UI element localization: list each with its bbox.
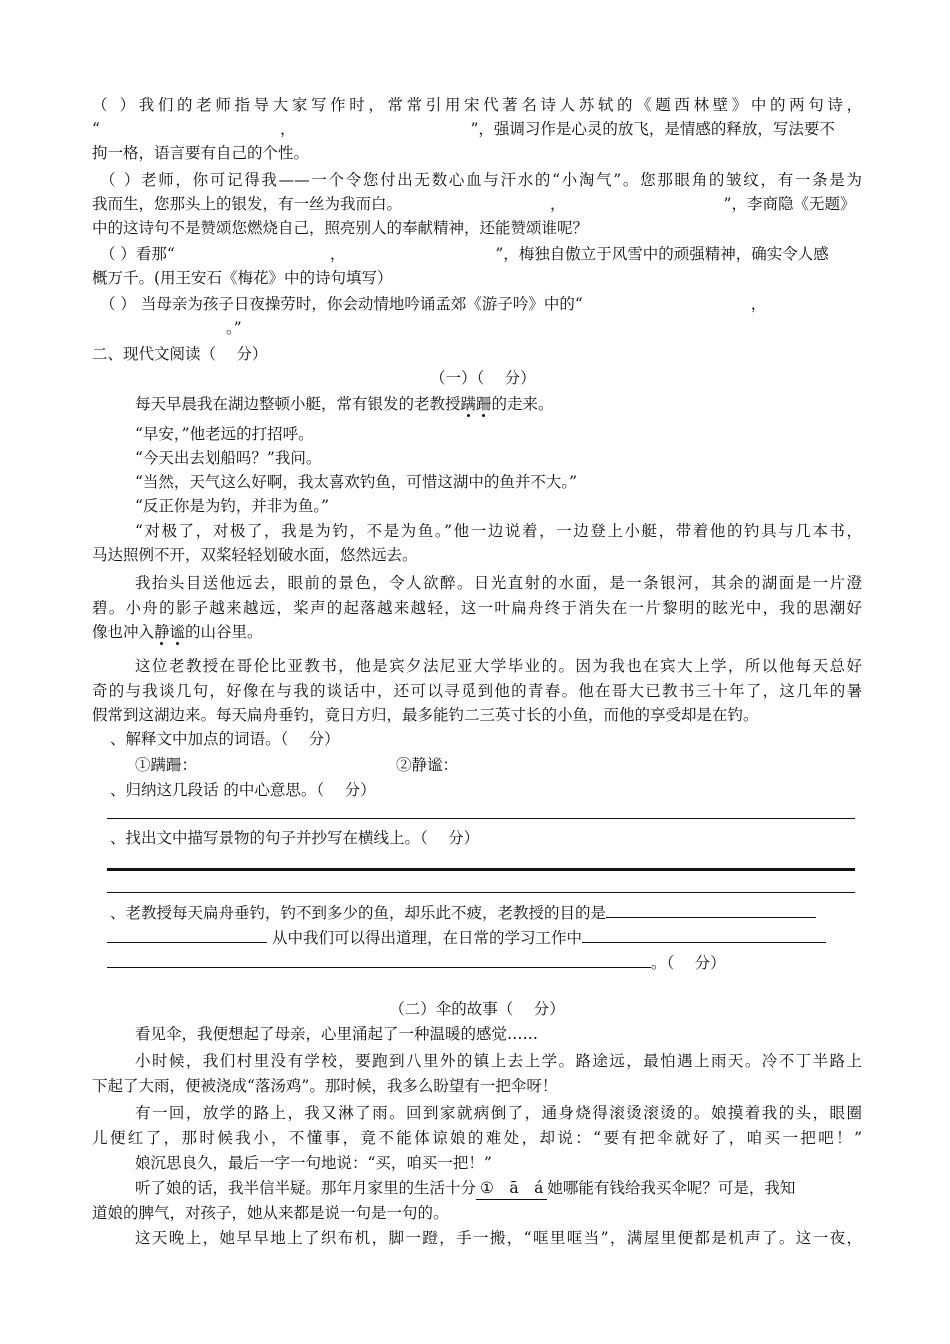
- poem-q4-line1: （ ） 当母亲为孩子日夜操劳时，你会动情地吟诵孟郊《游子吟》中的“ ，: [100, 295, 767, 313]
- passage2-heading: （二）伞的故事（ 分）: [389, 1000, 565, 1018]
- passage2-line-4: 有一回，放学的路上，我又淋了雨。回到家就病倒了，通身烧得滚烫滚烫的。娘摸着我的头，眼圈: [135, 1104, 862, 1122]
- question-4-line2: 从中我们可以得出道理，在日常的学习工作中: [107, 926, 867, 949]
- passage2-line-7: 听了娘的话，我半信半疑。那年月家里的生活十分 ① ā á 她哪能有钱给我买伞呢？可是，我知: [135, 1177, 862, 1200]
- question-1-answer-b[interactable]: ②静谧：: [396, 756, 459, 774]
- question-3: 、找出文中描写景物的句子并抄写在横线上。（ 分）: [110, 829, 480, 847]
- passage1-dialogue-5-line1: “对极了，对极了，我是为钓，不是为鱼。”他一边说着，一边登上小艇，带着他的钓具与几本书，: [135, 522, 862, 540]
- poem-q2-line3: 中的这诗句不是赞颂您燃烧自己，照亮别人的奉献精神，还能赞颂谁呢？: [92, 219, 589, 237]
- question-4-blank-1[interactable]: [606, 901, 816, 918]
- question-4-line1: 、老教授每天扁舟垂钓，钓不到多少的鱼，却乐此不疲，老教授的目的是: [110, 901, 862, 924]
- passage1-dialogue-4: “反正你是为钓，并非为鱼。”: [135, 497, 330, 515]
- passage1-dialogue-5-line2: 马达照例不开，双桨轻轻划破水面，悠然远去。: [92, 546, 418, 564]
- pinyin-blank[interactable]: ① ā á: [476, 1177, 547, 1200]
- passage2-line-6: 娘沉思良久，最后一字一句地说：“买，咱买一把！”: [135, 1154, 492, 1172]
- passage1-para1: 每天早晨我在湖边整顿小艇，常有银发的老教授蹒跚的走来。: [135, 395, 554, 413]
- passage2-line-3: 下起了大雨，便被浇成“落汤鸡”。那时候，我多么盼望有一把伞呀！: [92, 1077, 558, 1095]
- passage2-line-1: 看见伞，我便想起了母亲，心里涌起了一种温暖的感觉……: [135, 1025, 539, 1043]
- question-4-blank-4[interactable]: [107, 951, 651, 968]
- section2-heading: 二、现代文阅读（ 分）: [92, 345, 268, 363]
- passage1-para4-line1: 这位老教授在哥伦比亚教书，他是宾夕法尼亚大学毕业的。因为我也在宾大上学，所以他每天总好: [135, 657, 862, 675]
- passage2-line-8: 道娘的脾气，对孩子，她从来都是说一句是一句的。: [92, 1204, 449, 1222]
- poem-q4-line2: 。”: [226, 319, 242, 337]
- question-1-answer-a[interactable]: ①蹒跚：: [135, 756, 198, 774]
- question-1: 、解释文中加点的词语。（ 分）: [110, 730, 340, 748]
- poem-q3-line1: （ ）看那“ ， ”，梅独自傲立于风雪中的顽强精神，确实令人感: [100, 245, 829, 263]
- part1-heading: （一）（ 分）: [430, 369, 536, 387]
- answer-line[interactable]: [107, 818, 855, 819]
- question-2: 、归纳这几段话 的中心意思。（ 分）: [110, 781, 376, 799]
- passage1-para4-line2: 奇的与我谈几句，好像在与我的谈话中，还可以寻觅到他的青春。他在哥大已教书三十年了，这几年的暑: [92, 682, 862, 700]
- poem-q1-line2: “ ， ”，强调习作是心灵的放飞，是情感的释放，写法要不: [92, 120, 835, 138]
- passage1-para4-line3: 假常到这湖边来。每天扁舟垂钓，竟日方归，最多能钓二三英寸长的小鱼，而他的享受却是在钓。: [92, 706, 759, 724]
- passage2-line-9: 这天晚上，她早早地上了织布机，脚一蹬，手一搬，“哐里哐当”，满屋里便都是机声了。这一夜，: [135, 1229, 862, 1247]
- passage1-para3-line1: 我抬头目送他远去，眼前的景色，令人欲醉。日光直射的水面，是一条银河，其余的湖面是一片澄: [135, 574, 862, 592]
- passage1-para3-line3: 像也冲入静谧的山谷里。: [92, 623, 263, 641]
- answer-line[interactable]: [107, 892, 855, 893]
- poem-q2-line2: 我而生，您那头上的银发，有一丝为我而白。 ， ”，李商隐《无题》: [92, 195, 856, 213]
- poem-q2-line1: （ ）老师，你可记得我——一个令您付出无数心血与汗水的“小淘气”。您那眼角的皱纹，有一条是为: [100, 171, 862, 189]
- question-4-blank-2[interactable]: [107, 926, 267, 943]
- passage1-dialogue-2: “今天出去划船吗？”我问。: [135, 449, 322, 467]
- question-4-line3: 。（ 分）: [107, 951, 867, 974]
- question-4-blank-3[interactable]: [582, 926, 826, 943]
- poem-q1-line3: 拘一格，语言要有自己的个性。: [92, 144, 310, 162]
- passage2-line-5: 儿便红了，那时候我小，不懂事，竟不能体谅娘的难处，却说：“要有把伞就好了，咱买一把吧！”: [92, 1129, 862, 1147]
- passage1-dialogue-3: “当然，天气这么好啊，我太喜欢钓鱼，可惜这湖中的鱼并不大。”: [135, 473, 578, 491]
- passage2-line-2: 小时候，我们村里没有学校，要跑到八里外的镇上去上学。路途远，最怕遇上雨天。冷不丁半路上: [135, 1052, 862, 1070]
- poem-q3-line2: 概万千。(用王安石《梅花》中的诗句填写）: [92, 269, 393, 287]
- poem-q1-line1: （ ）我们的老师指导大家写作时，常常引用宋代著名诗人苏轼的《题西林壁》中的两句诗，: [92, 96, 862, 114]
- passage1-para3-line2: 碧。小舟的影子越来越远，桨声的起落越来越轻，这一叶扁舟终于消失在一片黎明的眩光中，我的思潮好: [92, 599, 862, 617]
- passage1-dialogue-1: “早安，”他老远的打招呼。: [135, 425, 314, 443]
- answer-line[interactable]: [107, 868, 855, 871]
